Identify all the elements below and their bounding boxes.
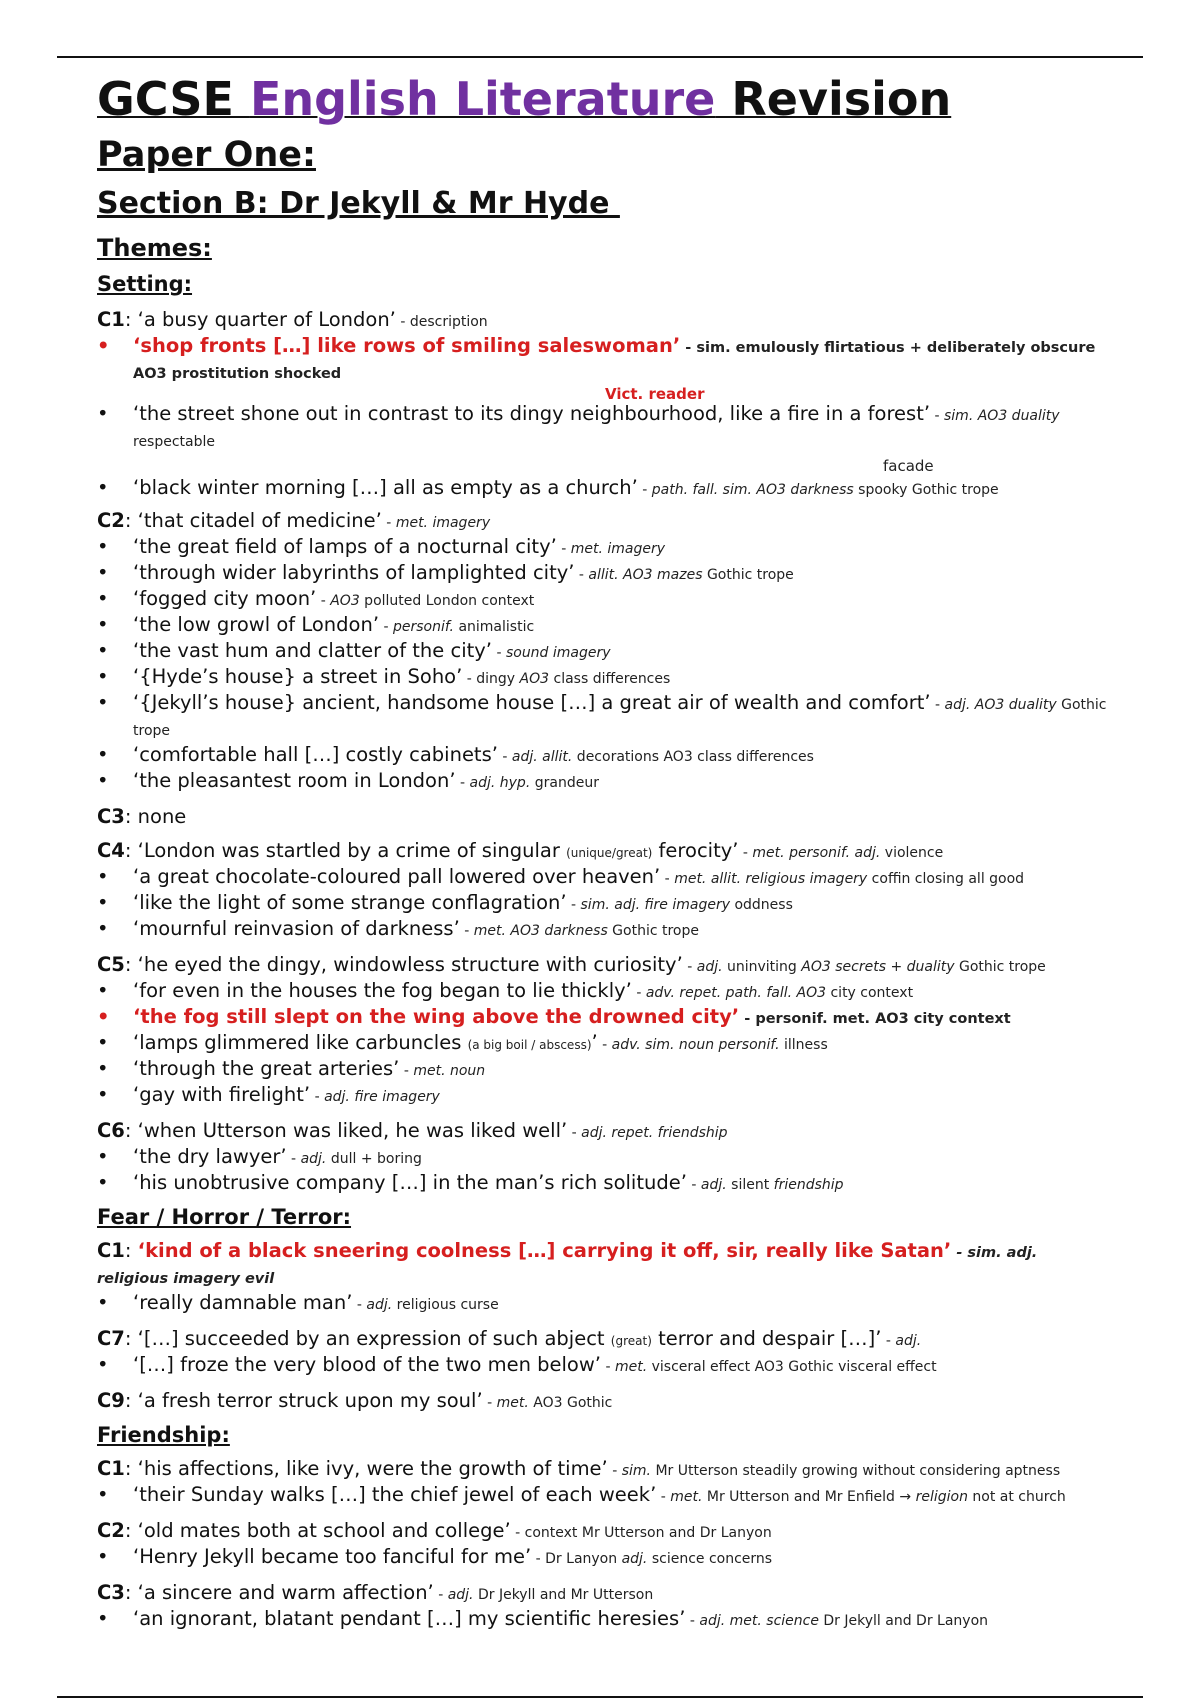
list-item: • ‘for even in the houses the fog began to lie thickly’ - adv. repet. path. fall. AO3 city context: [97, 979, 1107, 1005]
setting-c5: C5: ‘he eyed the dingy, windowless structure with curiosity’ - adj. uninviting AO3 secrets + duality Gothic trope: [97, 953, 1046, 976]
bottom-rule: [57, 1696, 1143, 1698]
top-rule: [57, 56, 1143, 58]
list-item: • ‘really damnable man’ - adj. religious curse: [97, 1291, 1107, 1317]
list-item: • ‘the vast hum and clatter of the city’ - sound imagery: [97, 639, 1107, 665]
list-item: • ‘their Sunday walks […] the chief jewel of each week’ - met. Mr Utterson and Mr Enfield → religion not at church: [97, 1483, 1107, 1509]
list-item: • ‘lamps glimmered like carbuncles (a big boil / abscess)’ - adv. sim. noun personif. illness: [97, 1031, 1107, 1057]
list-item: • ‘fogged city moon’ - AO3 polluted London context: [97, 587, 1107, 613]
list-item: • ‘gay with firelight’ - adj. fire imagery: [97, 1083, 1107, 1109]
list-item: • ‘his unobtrusive company […] in the man’s rich solitude’ - adj. silent friendship: [97, 1171, 1107, 1197]
list-item: • ‘[…] froze the very blood of the two men below’ - met. visceral effect AO3 Gothic visceral effect: [97, 1353, 1107, 1379]
margin-note-facade: facade: [883, 457, 934, 475]
list-item: • ‘the low growl of London’ - personif. animalistic: [97, 613, 1107, 639]
list-item: • ‘{Jekyll’s house} ancient, handsome house […] a great air of wealth and comfort’ - adj. AO3 duality Gothic trope: [97, 691, 1107, 743]
list-item: • ‘through the great arteries’ - met. noun: [97, 1057, 1107, 1083]
list-item: • ‘shop fronts […] like rows of smiling saleswoman’ - sim. emulously flirtatious + deliberately obscure AO3 prostitution shocked: [97, 334, 1107, 386]
friendship-heading: Friendship:: [97, 1423, 230, 1447]
list-item: • ‘comfortable hall […] costly cabinets’ - adj. allit. decorations AO3 class differences: [97, 743, 1107, 769]
fear-c1: C1: ‘kind of a black sneering coolness […] carrying it off, sir, really like Satan’ - sim. adj. religious imagery evil: [97, 1239, 1038, 1287]
setting-heading: Setting:: [97, 272, 193, 296]
list-item: • ‘the great field of lamps of a nocturnal city’ - met. imagery: [97, 535, 1107, 561]
fear-c7: C7: ‘[…] succeeded by an expression of such abject (great) terror and despair […]’ - adj.: [97, 1327, 922, 1350]
margin-note-vict: Vict. reader: [605, 385, 705, 403]
document-body: [97, 70, 1107, 1633]
list-item: • ‘the pleasantest room in London’ - adj. hyp. grandeur: [97, 769, 1107, 795]
fear-heading: Fear / Horror / Terror:: [97, 1205, 352, 1229]
paper-heading: Paper One:: [97, 135, 316, 175]
list-item: • ‘mournful reinvasion of darkness’ - met. AO3 darkness Gothic trope: [97, 917, 1107, 943]
list-item: • ‘like the light of some strange conflagration’ - sim. adj. fire imagery oddness: [97, 891, 1107, 917]
list-item: • ‘through wider labyrinths of lamplighted city’ - allit. AO3 mazes Gothic trope: [97, 561, 1107, 587]
section-heading: Section B: Dr Jekyll & Mr Hyde: [97, 186, 620, 221]
page-title: GCSE English Literature Revision: [97, 72, 952, 126]
list-item: • ‘a great chocolate-coloured pall lowered over heaven’ - met. allit. religious imagery coffin closing all good: [97, 865, 1107, 891]
list-item: • ‘the dry lawyer’ - adj. dull + boring: [97, 1145, 1107, 1171]
list-item: • ‘{Hyde’s house} a street in Soho’ - dingy AO3 class differences: [97, 665, 1107, 691]
friendship-c2: C2: ‘old mates both at school and college’ - context Mr Utterson and Dr Lanyon: [97, 1519, 772, 1542]
setting-c3: C3: none: [97, 805, 187, 828]
setting-c1: C1: ‘a busy quarter of London’ - description: [97, 308, 488, 331]
list-item: • ‘Henry Jekyll became too fanciful for me’ - Dr Lanyon adj. science concerns: [97, 1545, 1107, 1571]
friendship-c3: C3: ‘a sincere and warm affection’ - adj. Dr Jekyll and Mr Utterson: [97, 1581, 654, 1604]
list-item: • ‘an ignorant, blatant pendant […] my scientific heresies’ - adj. met. science Dr Jekyll and Dr Lanyon: [97, 1607, 1107, 1633]
setting-c2: C2: ‘that citadel of medicine’ - met. imagery: [97, 509, 491, 532]
title-highlight: English Literature: [249, 72, 716, 126]
list-item: • ‘the street shone out in contrast to its dingy neighbourhood, like a fire in a forest’ - sim. AO3 duality respectable: [97, 402, 1107, 454]
setting-c6: C6: ‘when Utterson was liked, he was liked well’ - adj. repet. friendship: [97, 1119, 728, 1142]
list-item: • ‘black winter morning […] all as empty as a church’ - path. fall. sim. AO3 darkness spooky Gothic trope: [97, 476, 1107, 502]
list-item: • ‘the fog still slept on the wing above the drowned city’ - personif. met. AO3 city context: [97, 1005, 1107, 1031]
friendship-c1: C1: ‘his affections, like ivy, were the growth of time’ - sim. Mr Utterson steadily growing without considering aptness: [97, 1457, 1061, 1480]
setting-c4: C4: ‘London was startled by a crime of singular (unique/great) ferocity’ - met. personif. adj. violence: [97, 839, 944, 862]
fear-c9: C9: ‘a fresh terror struck upon my soul’ - met. AO3 Gothic: [97, 1389, 613, 1412]
themes-heading: Themes:: [97, 234, 212, 262]
